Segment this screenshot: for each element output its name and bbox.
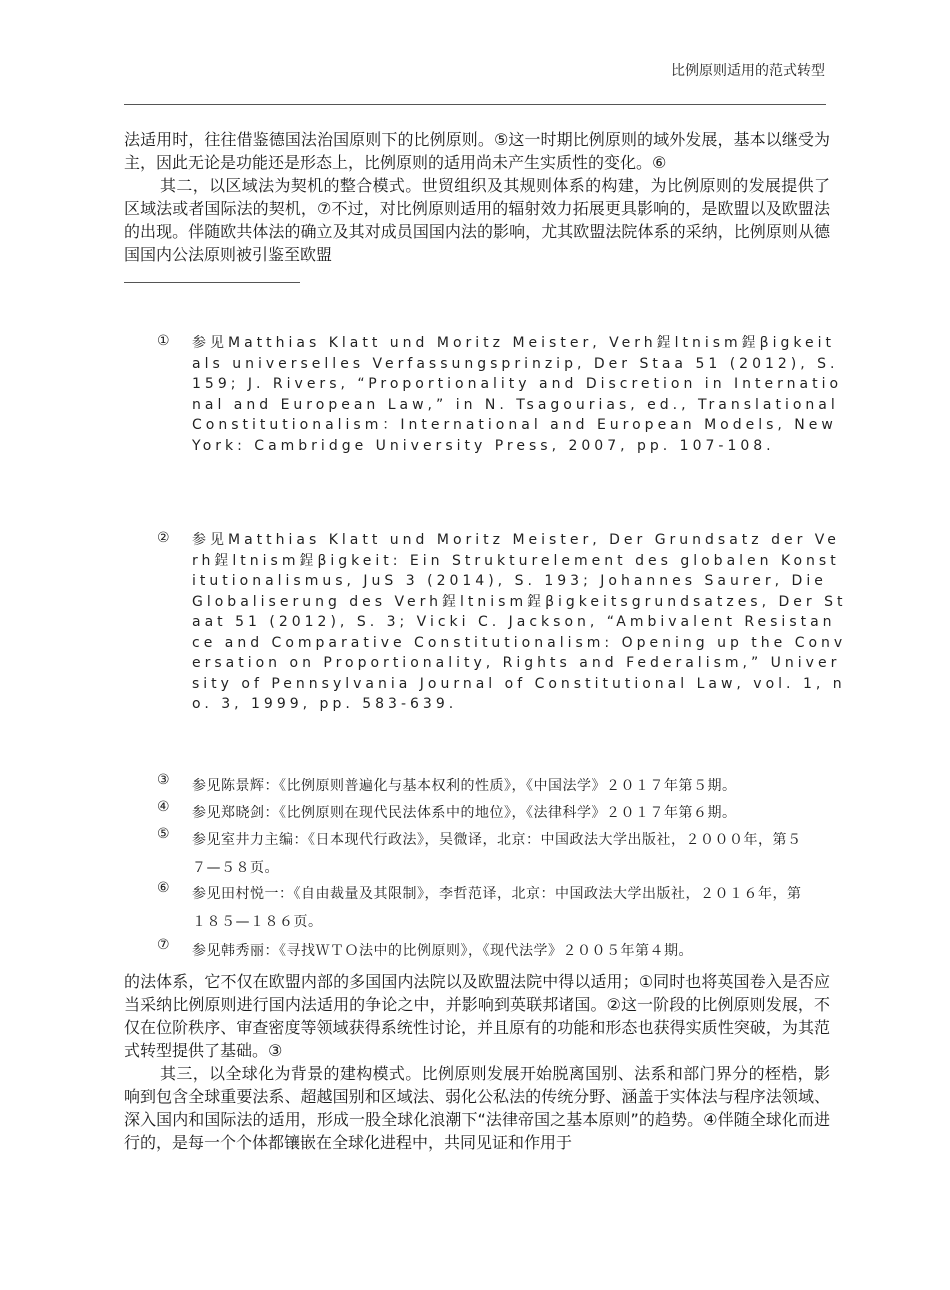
footnote-text: 参见Matthias Klatt und Moritz Meister, Der Grundsatz der Verh鋥ltnism鋥βigkeit: Ein Strukturelement des globalen Konstitutionalismus, JuS 3 (2014), S. 193; Johannes Saurer, Die Globaliserung des Verh鋥ltnism鋥βigkeitsgrundsatzes, Der Staat 51 (2012), S. 3; Vicki C. Jackson, “Ambivalent Resistance and Comparative Constitutionalism: Opening up the Conversation on Proportionality, Rights and Federalism,” University of Pennsylvania Journal of Constitutional Law, vol. 1, no. 3, 1999, pp. 583-639. [192,532,847,712]
footnote-number: ⑥ [157,880,170,896]
footnote-number: ② [157,530,170,546]
footnote-number: ① [157,333,170,349]
lower-body-text [124,970,830,1154]
footnote [157,530,847,715]
footnote-text: 参见田村悦一：《自由裁量及其限制》，李哲范译，北京：中国政法大学出版社，２０１６年，第１８５—１８６页。 [192,886,802,930]
paragraph: 其二，以区域法为契机的整合模式。世贸组织及其规则体系的构建，为比例原则的发展提供了区域法或者国际法的契机，⑦不过，对比例原则适用的辐射效力拓展更具影响的，是欧盟以及欧盟法的出现。伴随欧共体法的确立及其对成员国国内法的影响，尤其欧盟法院体系的采纳，比例原则从德国国内公法原则被引鉴至欧盟 [124,176,830,264]
paragraph: 其三，以全球化为背景的建构模式。比例原则发展开始脱离国别、法系和部门界分的桎梏，影响到包含全球重要法系、超越国别和区域法、弱化公私法的传统分野、涵盖于实体法与程序法领域、深入国内和国际法的适用，形成一股全球化浪潮下“法律帝国之基本原则”的趋势。④伴随全球化而进行的，是每一个个体都镶嵌在全球化进程中，共同见证和作用于 [124,1064,830,1152]
footnote-number: ④ [157,799,170,815]
footnote-text: 参见室井力主编：《日本现代行政法》，吴微译，北京：中国政法大学出版社，２０００年，第５７—５８页。 [192,832,802,876]
footnote [157,826,807,882]
footnote [157,799,847,827]
paragraph: 的法体系，它不仅在欧盟内部的多国国内法院以及欧盟法院中得以适用；①同时也将英国卷入是否应当采纳比例原则进行国内法适用的争论之中，并影响到英联邦诸国。②这一阶段的比例原则发展，不仅在位阶秩序、审查密度等领域获得系统性讨论，并且原有的功能和形态也获得实质性突破，为其范式转型提供了基础。③ [124,972,830,1060]
header-divider [124,104,826,105]
footnote-text: 参见陈景辉：《比例原则普遍化与基本权利的性质》，《中国法学》２０１７年第５期。 [192,778,737,794]
footnote-number: ⑦ [157,937,170,953]
footnote-text: 参见韩秀丽：《寻找ＷＴＯ法中的比例原则》，《现代法学》２００５年第４期。 [192,943,693,959]
footnote [157,333,847,456]
footnote-text: 参见Matthias Klatt und Moritz Meister, Verh鋥ltnism鋥βigkeit als universelles Verfassungsprinzip, Der Staa 51 (2012), S. 159; J. Rivers, “Proportionality and Discretion in International and European Law,” in N. Tsagourias, ed., Translational Constitutionalism：International and European Models, New York: Cambridge University Press, 2007, pp. 107-108. [192,335,843,454]
footnote-number: ③ [157,772,170,788]
footnote [157,772,847,800]
footnote-divider [124,282,300,283]
footnote-text: 参见郑晓剑：《比例原则在现代民法体系中的地位》，《法律科学》２０１７年第６期。 [192,805,737,821]
footnote [157,880,807,936]
running-header: 比例原则适用的范式转型 [671,63,825,79]
footnote-number: ⑤ [157,826,170,842]
upper-body-text [124,128,830,266]
paragraph: 法适用时，往往借鉴德国法治国原则下的比例原则。⑤这一时期比例原则的域外发展，基本以继受为主，因此无论是功能还是形态上，比例原则的适用尚未产生实质性的变化。⑥ [124,130,830,172]
footnote [157,937,847,965]
